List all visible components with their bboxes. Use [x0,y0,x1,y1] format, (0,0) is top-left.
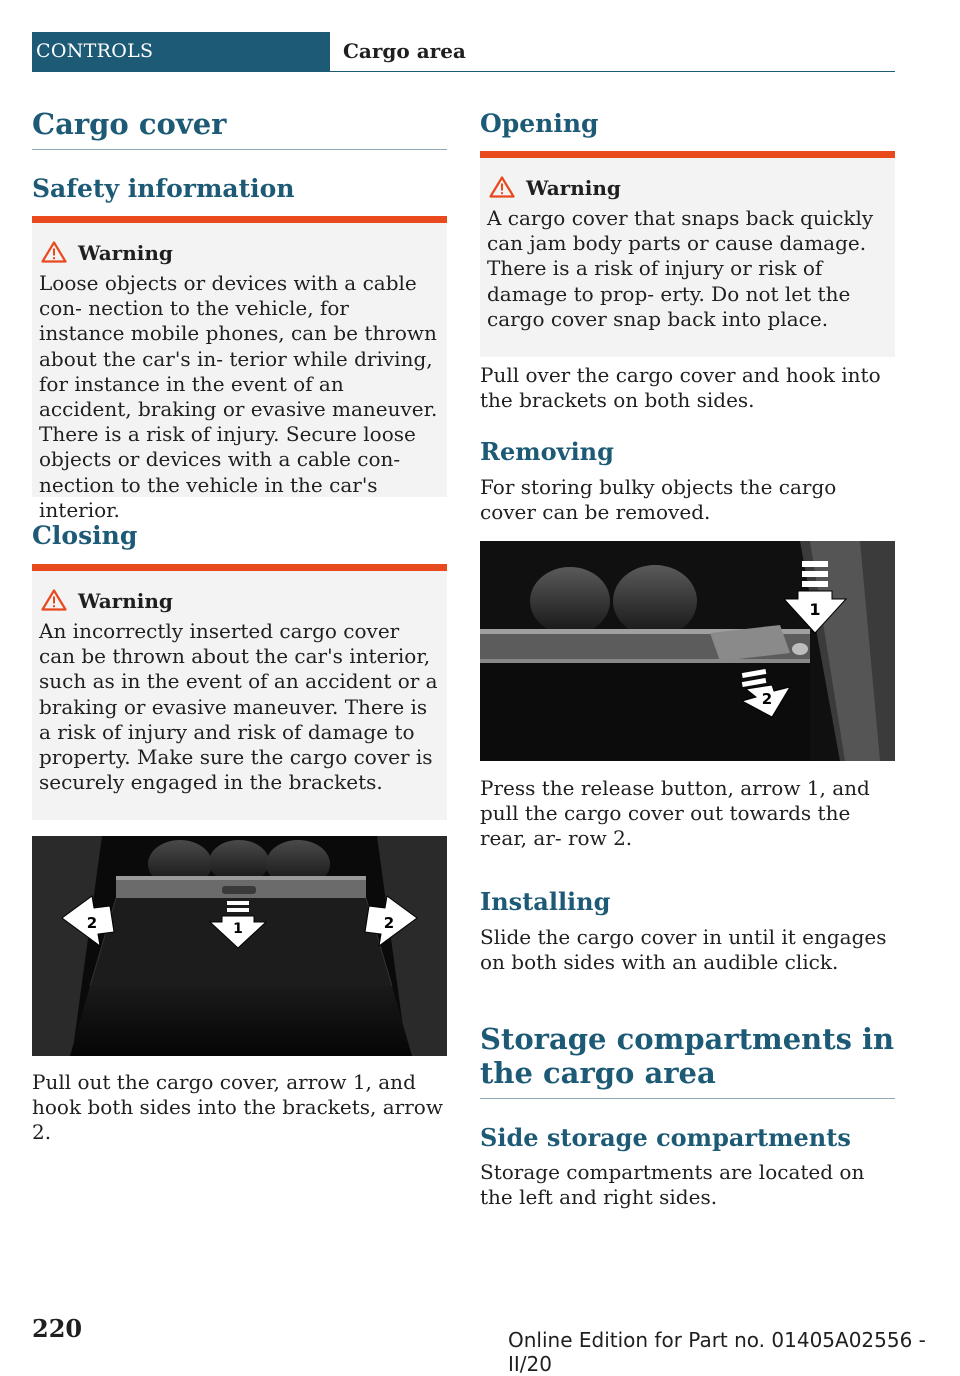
removing-caption: Press the release button, arrow 1, and pull the cargo cover out towards the rear, ar‐ row 2. [480,776,870,851]
warning-box-opening [480,151,895,357]
warning-box-safety [32,216,447,522]
running-header [32,32,895,72]
section-label: CONTROLS [32,32,330,71]
heading-installing: Installing [480,887,611,916]
heading-opening: Opening [480,109,599,138]
arrow-label: 1 [809,600,821,619]
closing-instruction: Pull out the cargo cover, arrow 1, and hook both sides into the brackets, arrow 2. [32,1070,443,1145]
warning-triangle-icon [41,589,67,611]
installing-instruction: Slide the cargo cover in until it engages on both sides with an audible click. [480,925,887,975]
cargo-cover-closing-figure [32,836,447,1056]
cargo-cover-release-illustration [480,541,895,761]
arrow-label: 1 [233,921,243,937]
warning-text: An incorrectly inserted cargo cover can be thrown about the car's interior, such as in the event of an accident or a braking or evasive maneuver. There is a risk of injury and risk of damage to property. Make sure the cargo cover is securely engaged in the brackets. [39,619,438,795]
title-rule [32,149,447,150]
cargo-cover-removing-figure [480,541,895,761]
heading-removing: Removing [480,437,614,466]
cargo-area-illustration [32,836,447,1056]
warning-triangle-icon [489,176,515,198]
opening-instruction: Pull over the cargo cover and hook into the brackets on both sides. [480,363,881,413]
arrow-label: 2 [86,914,98,932]
edition-info: Online Edition for Part no. 01405A02556 - II/20 [508,1328,926,1376]
warning-triangle-icon [41,241,67,263]
side-storage-text: Storage compartments are located on the left and right sides. [480,1160,865,1210]
heading-closing: Closing [32,521,138,550]
warning-box-closing [32,564,447,820]
warning-text: Loose objects or devices with a cable con‐ nection to the vehicle, for instance mobile phones, can be thrown about the car's in‐ terior while driving, for instance in the event of an accident, braking or evasive maneuver. There is a risk of injury. Secure loose objects or devices with a cable con‐ nection to the vehicle in the car's interior. [39,271,438,522]
warning-label: Warning [78,241,173,265]
removing-intro: For storing bulky objects the cargo cover can be removed. [480,475,837,525]
heading-safety-information: Safety information [32,174,295,203]
section-title-cargo-cover: Cargo cover [32,107,227,141]
warning-label: Warning [526,176,621,200]
warning-text: A cargo cover that snaps back quickly can jam body parts or cause damage. There is a risk of injury or risk of damage to prop‐ erty. Do not let the cargo cover snap back into place. [487,206,874,331]
warning-label: Warning [78,589,173,613]
chapter-label: Cargo area [343,39,466,63]
arrow-label: 2 [383,914,395,932]
arrow-label: 2 [761,690,773,708]
title-rule [480,1098,895,1099]
heading-side-storage: Side storage compartments [480,1123,851,1152]
section-title-storage-compartments: Storage compartments in the cargo area [480,1022,895,1090]
page-number: 220 [32,1314,83,1343]
